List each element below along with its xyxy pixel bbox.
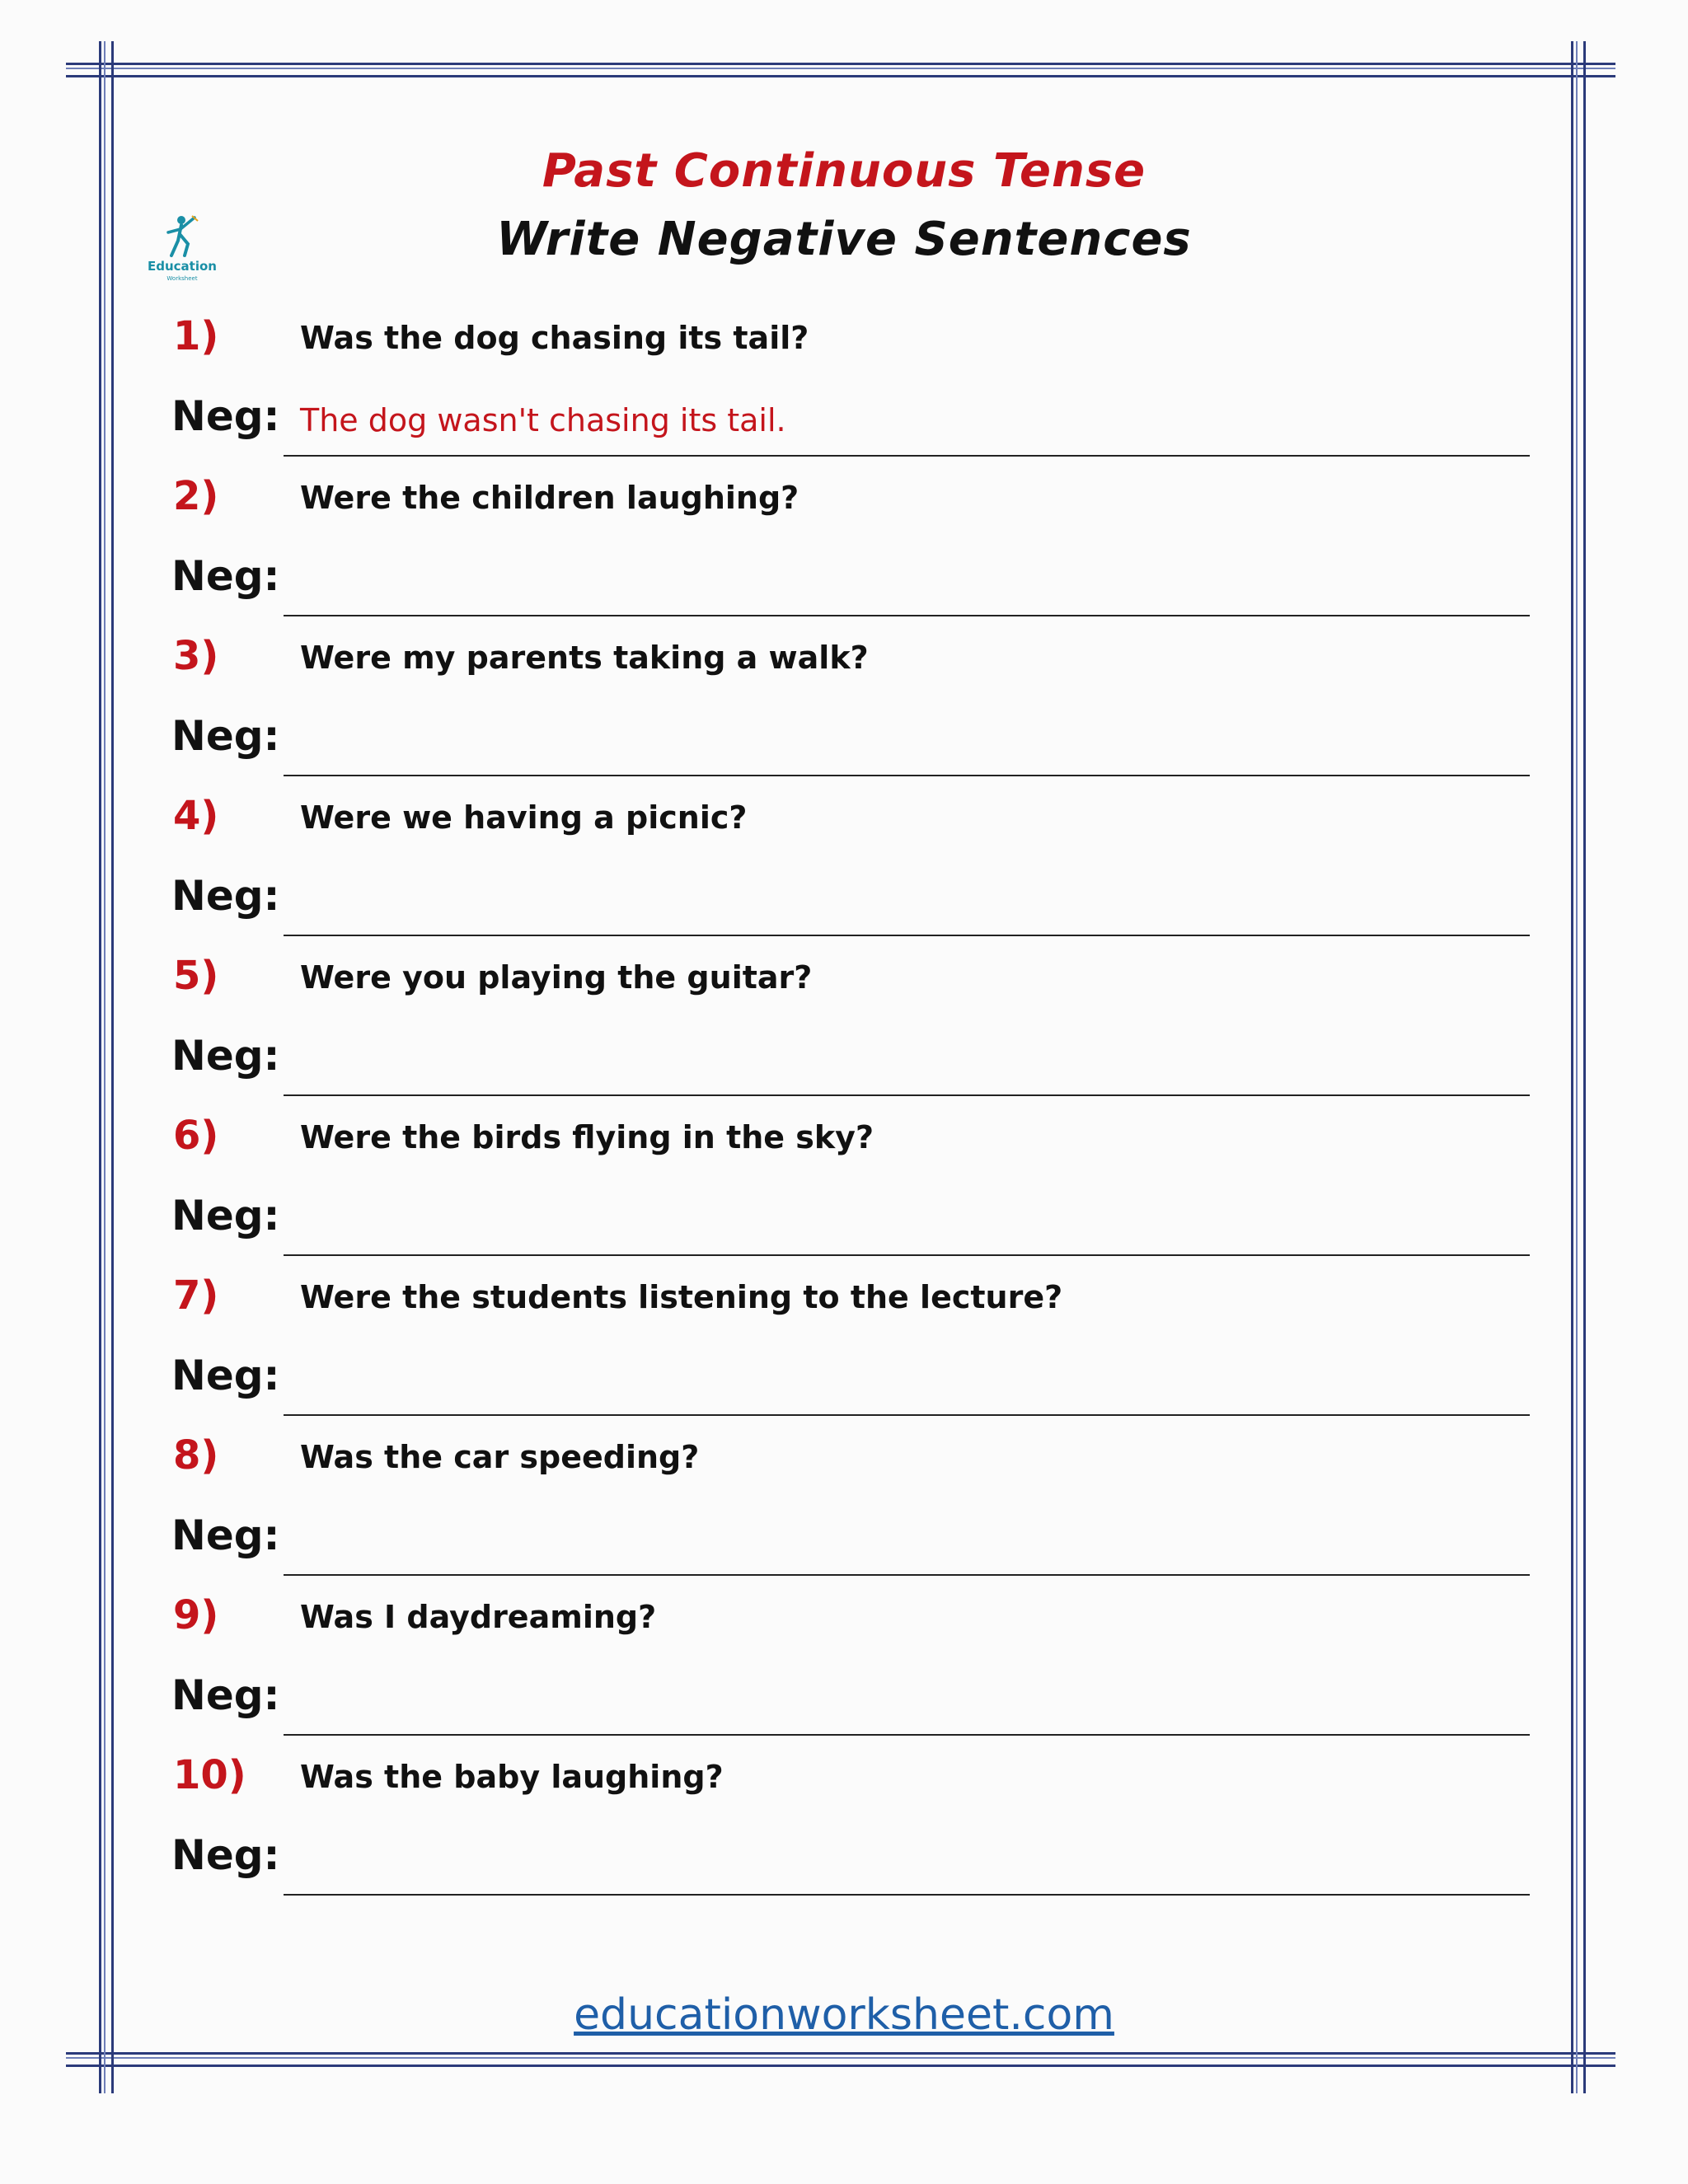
item-number: 8) [173, 1432, 219, 1479]
item-number: 4) [173, 793, 219, 839]
exercise-item [165, 1113, 1533, 1273]
item-question: Were you playing the guitar? [300, 959, 813, 996]
answer-line [284, 1414, 1530, 1416]
item-question: Were the students listening to the lecture? [300, 1279, 1063, 1315]
page-subtitle: Write Negative Sentences [496, 213, 1192, 266]
answer-line [284, 775, 1530, 776]
answer-line [284, 1254, 1530, 1256]
item-question: Was the dog chasing its tail? [300, 320, 809, 356]
border-top [66, 63, 1615, 77]
item-question: Was I daydreaming? [300, 1599, 657, 1635]
logo-name: Education [148, 259, 217, 274]
item-question: Was the baby laughing? [300, 1759, 724, 1795]
answer-line [284, 615, 1530, 616]
exercise-item [165, 1272, 1533, 1433]
neg-label: Neg: [171, 1352, 280, 1399]
answer-line [284, 1574, 1530, 1576]
item-question: Were the birds flying in the sky? [300, 1119, 874, 1155]
item-question: Were we having a picnic? [300, 799, 748, 836]
exercise-item [165, 1752, 1533, 1913]
neg-label: Neg: [171, 1511, 280, 1559]
answer-line [284, 1094, 1530, 1096]
exercise-item [165, 633, 1533, 794]
answer-line [284, 935, 1530, 936]
item-number: 6) [173, 1113, 219, 1159]
border-right [1571, 41, 1586, 2093]
exercise-item [165, 793, 1533, 954]
item-question: Were my parents taking a walk? [300, 640, 869, 676]
exercise-item [165, 1432, 1533, 1593]
item-number: 1) [173, 313, 219, 359]
border-left [99, 41, 114, 2093]
neg-label: Neg: [171, 1032, 280, 1080]
answer-line [284, 1894, 1530, 1896]
item-number: 3) [173, 633, 219, 679]
item-number: 2) [173, 473, 219, 519]
exercise-item [165, 1592, 1533, 1753]
item-number: 9) [173, 1592, 219, 1638]
item-number: 5) [173, 953, 219, 999]
answer-line [284, 455, 1530, 457]
exercise-item [165, 953, 1533, 1113]
neg-label: Neg: [171, 712, 280, 760]
logo-tagline: Worksheet [166, 275, 198, 282]
answer-field[interactable]: The dog wasn't chasing its tail. [300, 402, 786, 438]
neg-label: Neg: [171, 1671, 280, 1719]
neg-label: Neg: [171, 392, 280, 440]
exercise-item [165, 473, 1533, 634]
item-number: 10) [173, 1752, 246, 1798]
item-number: 7) [173, 1272, 219, 1319]
border-bottom [66, 2052, 1615, 2067]
page-title: Past Continuous Tense [542, 144, 1146, 198]
neg-label: Neg: [171, 552, 280, 600]
exercise-item [165, 313, 1533, 474]
neg-label: Neg: [171, 1831, 280, 1879]
item-question: Were the children laughing? [300, 480, 799, 516]
answer-line [284, 1734, 1530, 1736]
footer-link[interactable]: educationworksheet.com [574, 1990, 1114, 2040]
neg-label: Neg: [171, 1192, 280, 1240]
item-question: Was the car speeding? [300, 1439, 700, 1475]
neg-label: Neg: [171, 872, 280, 920]
